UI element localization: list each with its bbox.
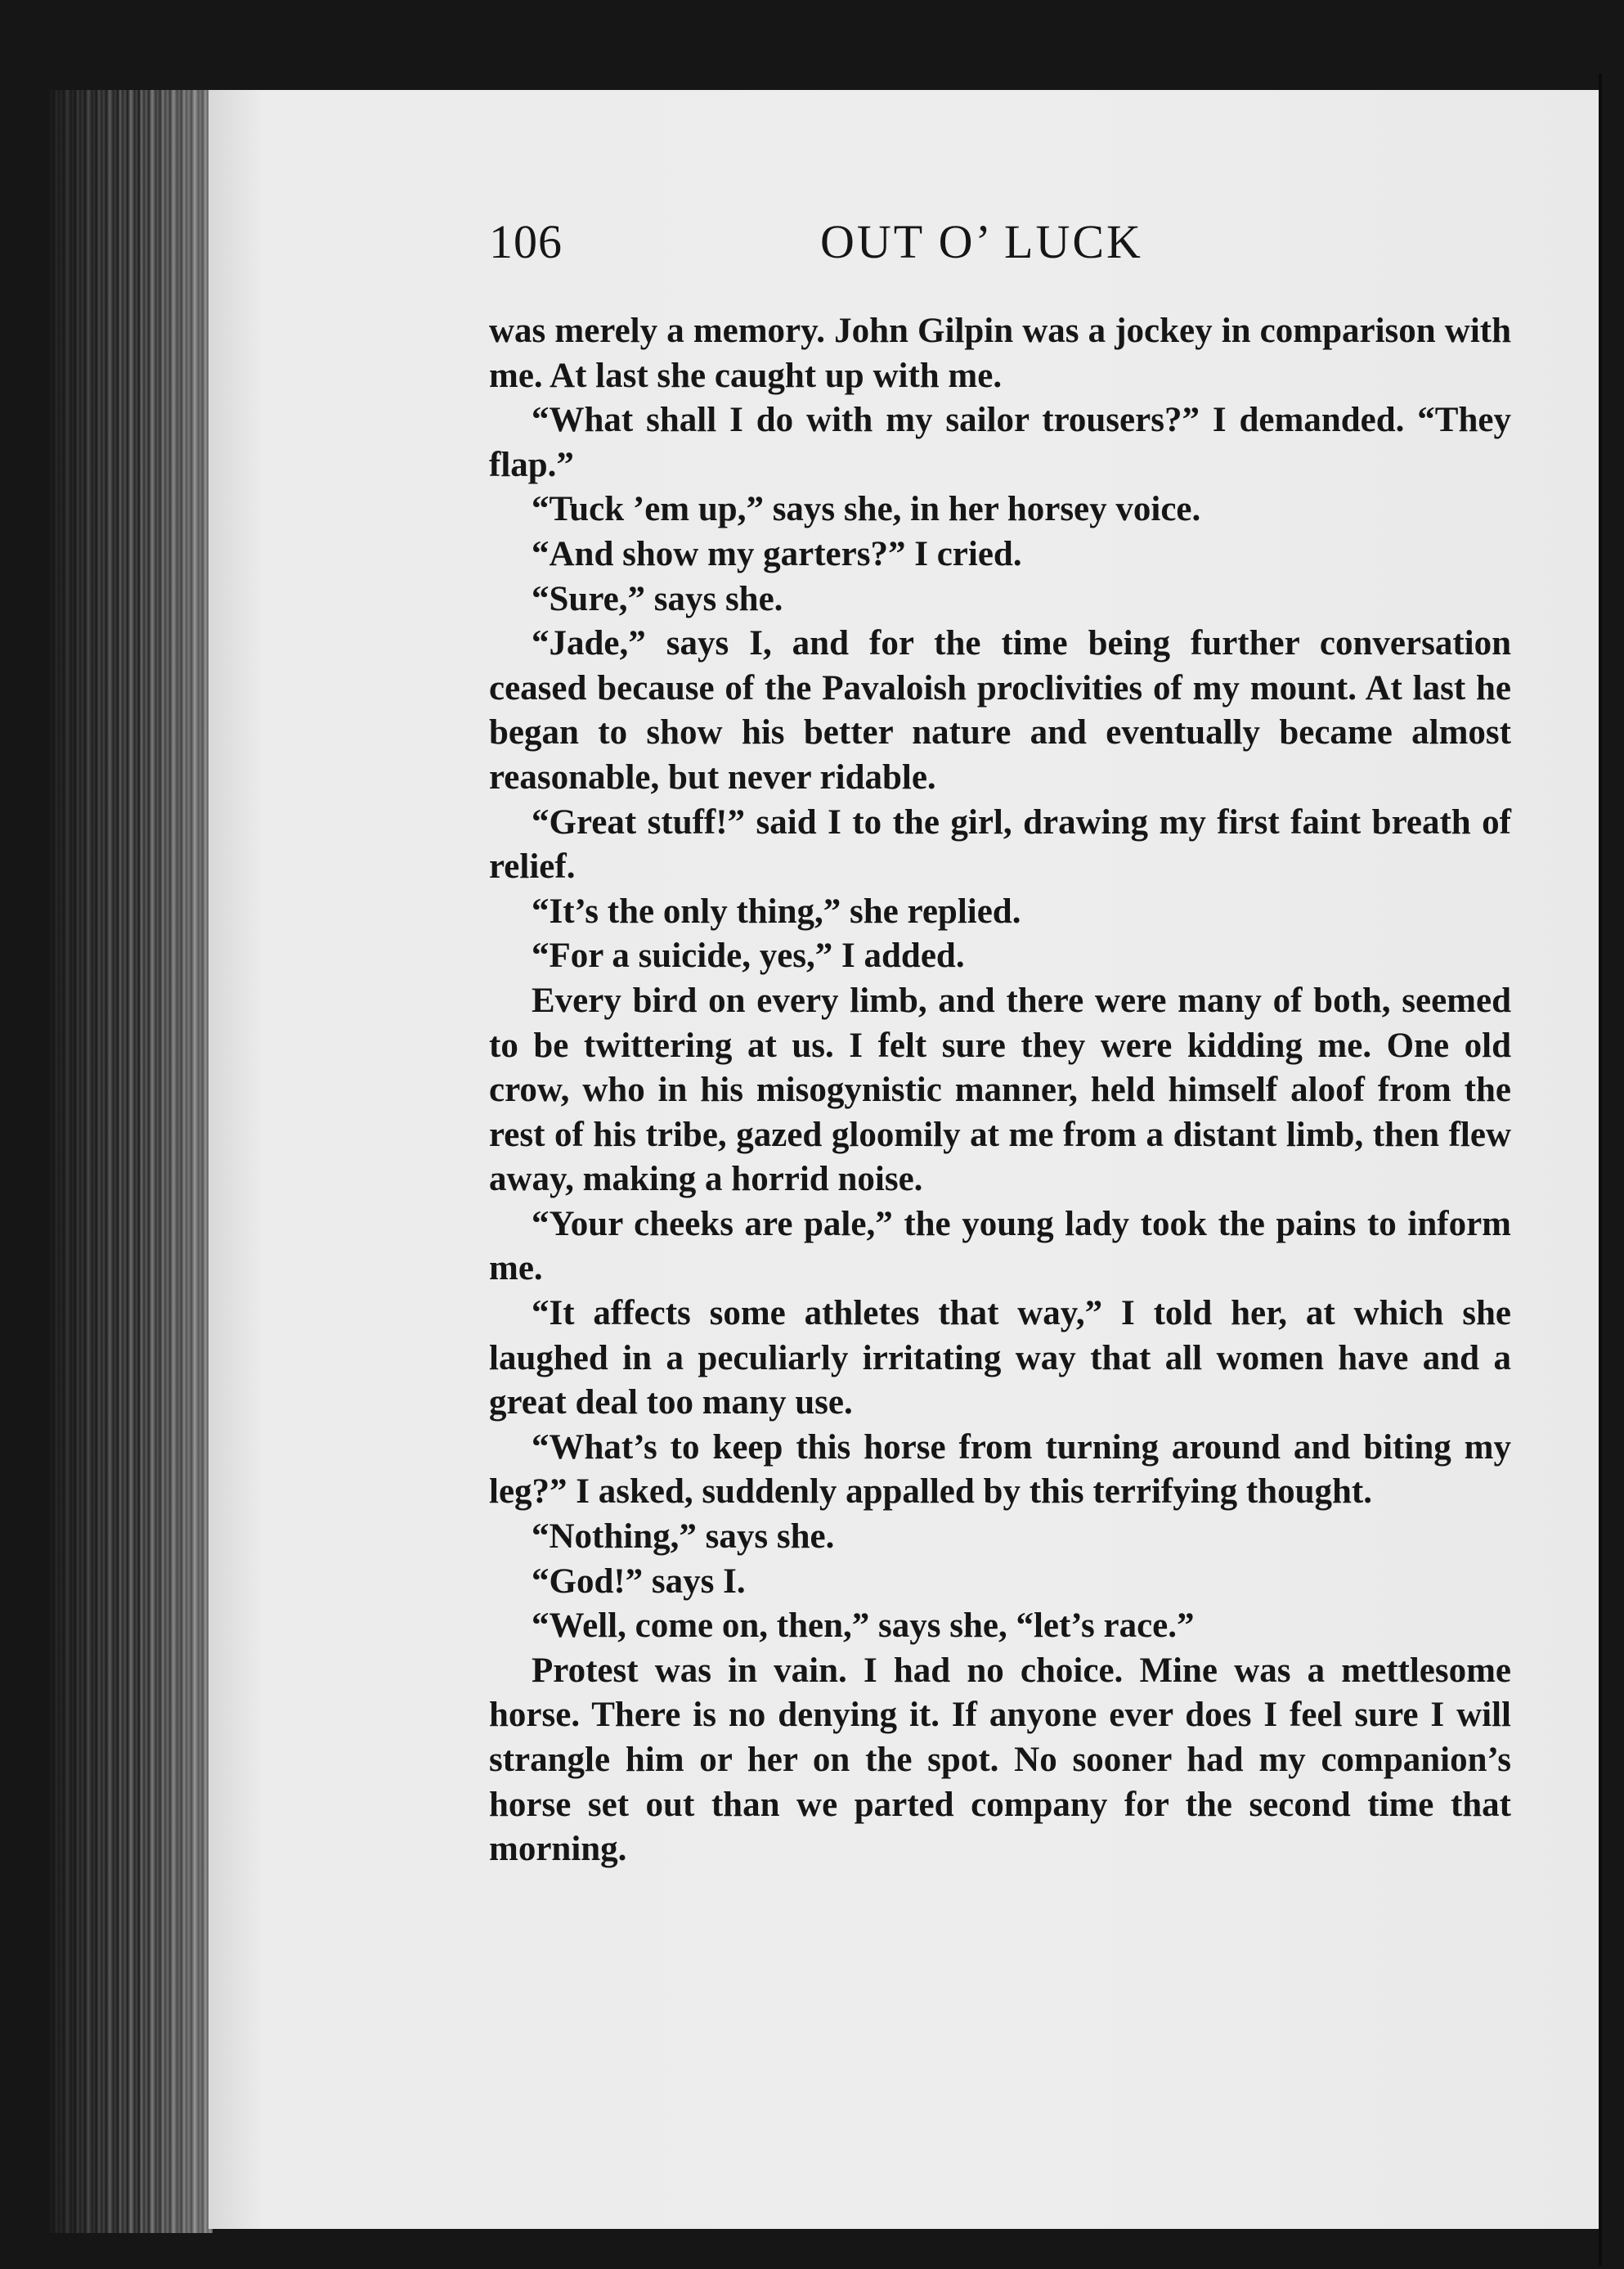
running-head: OUT O’ LUCK (820, 215, 1143, 268)
paragraph: “God!” says I. (532, 1561, 746, 1601)
page-header (489, 214, 1511, 288)
paragraph: Protest was in vain. I had no choice. Mine was a mettlesome horse. There is no denying it. If anyone ever does I feel sure I will strangle him or her on the spot. No sooner had my companion’s horse set out than we parted company for the second time that morning. (489, 1651, 1511, 1869)
paragraph: “Sure,” says she. (532, 579, 783, 618)
paragraph: “Tuck ’em up,” says she, in her horsey voice. (532, 490, 1201, 529)
paragraph: “Your cheeks are pale,” the young lady took the pains to inform me. (489, 1204, 1511, 1288)
paragraph: “It affects some athletes that way,” I told her, at which she laughed in a peculiarly irritating way that all women have and a great deal too many use. (489, 1294, 1511, 1422)
paragraph: “It’s the only thing,” she replied. (532, 892, 1021, 931)
paragraph: “What’s to keep this horse from turning around and biting my leg?” I asked, suddenly appalled by this terrifying thought. (489, 1427, 1511, 1512)
paragraph: Every bird on every limb, and there were many of both, seemed to be twittering at us. I felt sure they were kidding me. One old crow, who in his misogynistic manner, held himself aloof from the rest of his tribe, gazed gloomily at me from a distant limb, then flew away, making a horrid noise. (489, 981, 1511, 1199)
page-border (1599, 74, 1602, 2266)
paragraph: “Nothing,” says she. (532, 1517, 835, 1557)
paragraph: “Well, come on, then,” says she, “let’s race.” (532, 1606, 1195, 1646)
paragraph: “And show my garters?” I cried. (532, 534, 1022, 573)
paragraph: was merely a memory. John Gilpin was a jockey in comparison with me. At last she caught up with me. (489, 312, 1511, 395)
body-text (489, 309, 1511, 1872)
paragraph: “Great stuff!” said I to the girl, drawing my first faint breath of relief. (489, 802, 1511, 887)
page-number: 106 (489, 215, 563, 268)
paragraph: “What shall I do with my sailor trousers?” I demanded. “They flap.” (489, 401, 1511, 484)
paragraph: “For a suicide, yes,” I added. (532, 937, 965, 976)
page-binding-edge (49, 90, 213, 2233)
paragraph: “Jade,” says I, and for the time being further conversation ceased because of the Pavaloish proclivities of my mount. At last he began to show his better nature and eventually became almost reasonable, but never ridable. (489, 624, 1511, 797)
